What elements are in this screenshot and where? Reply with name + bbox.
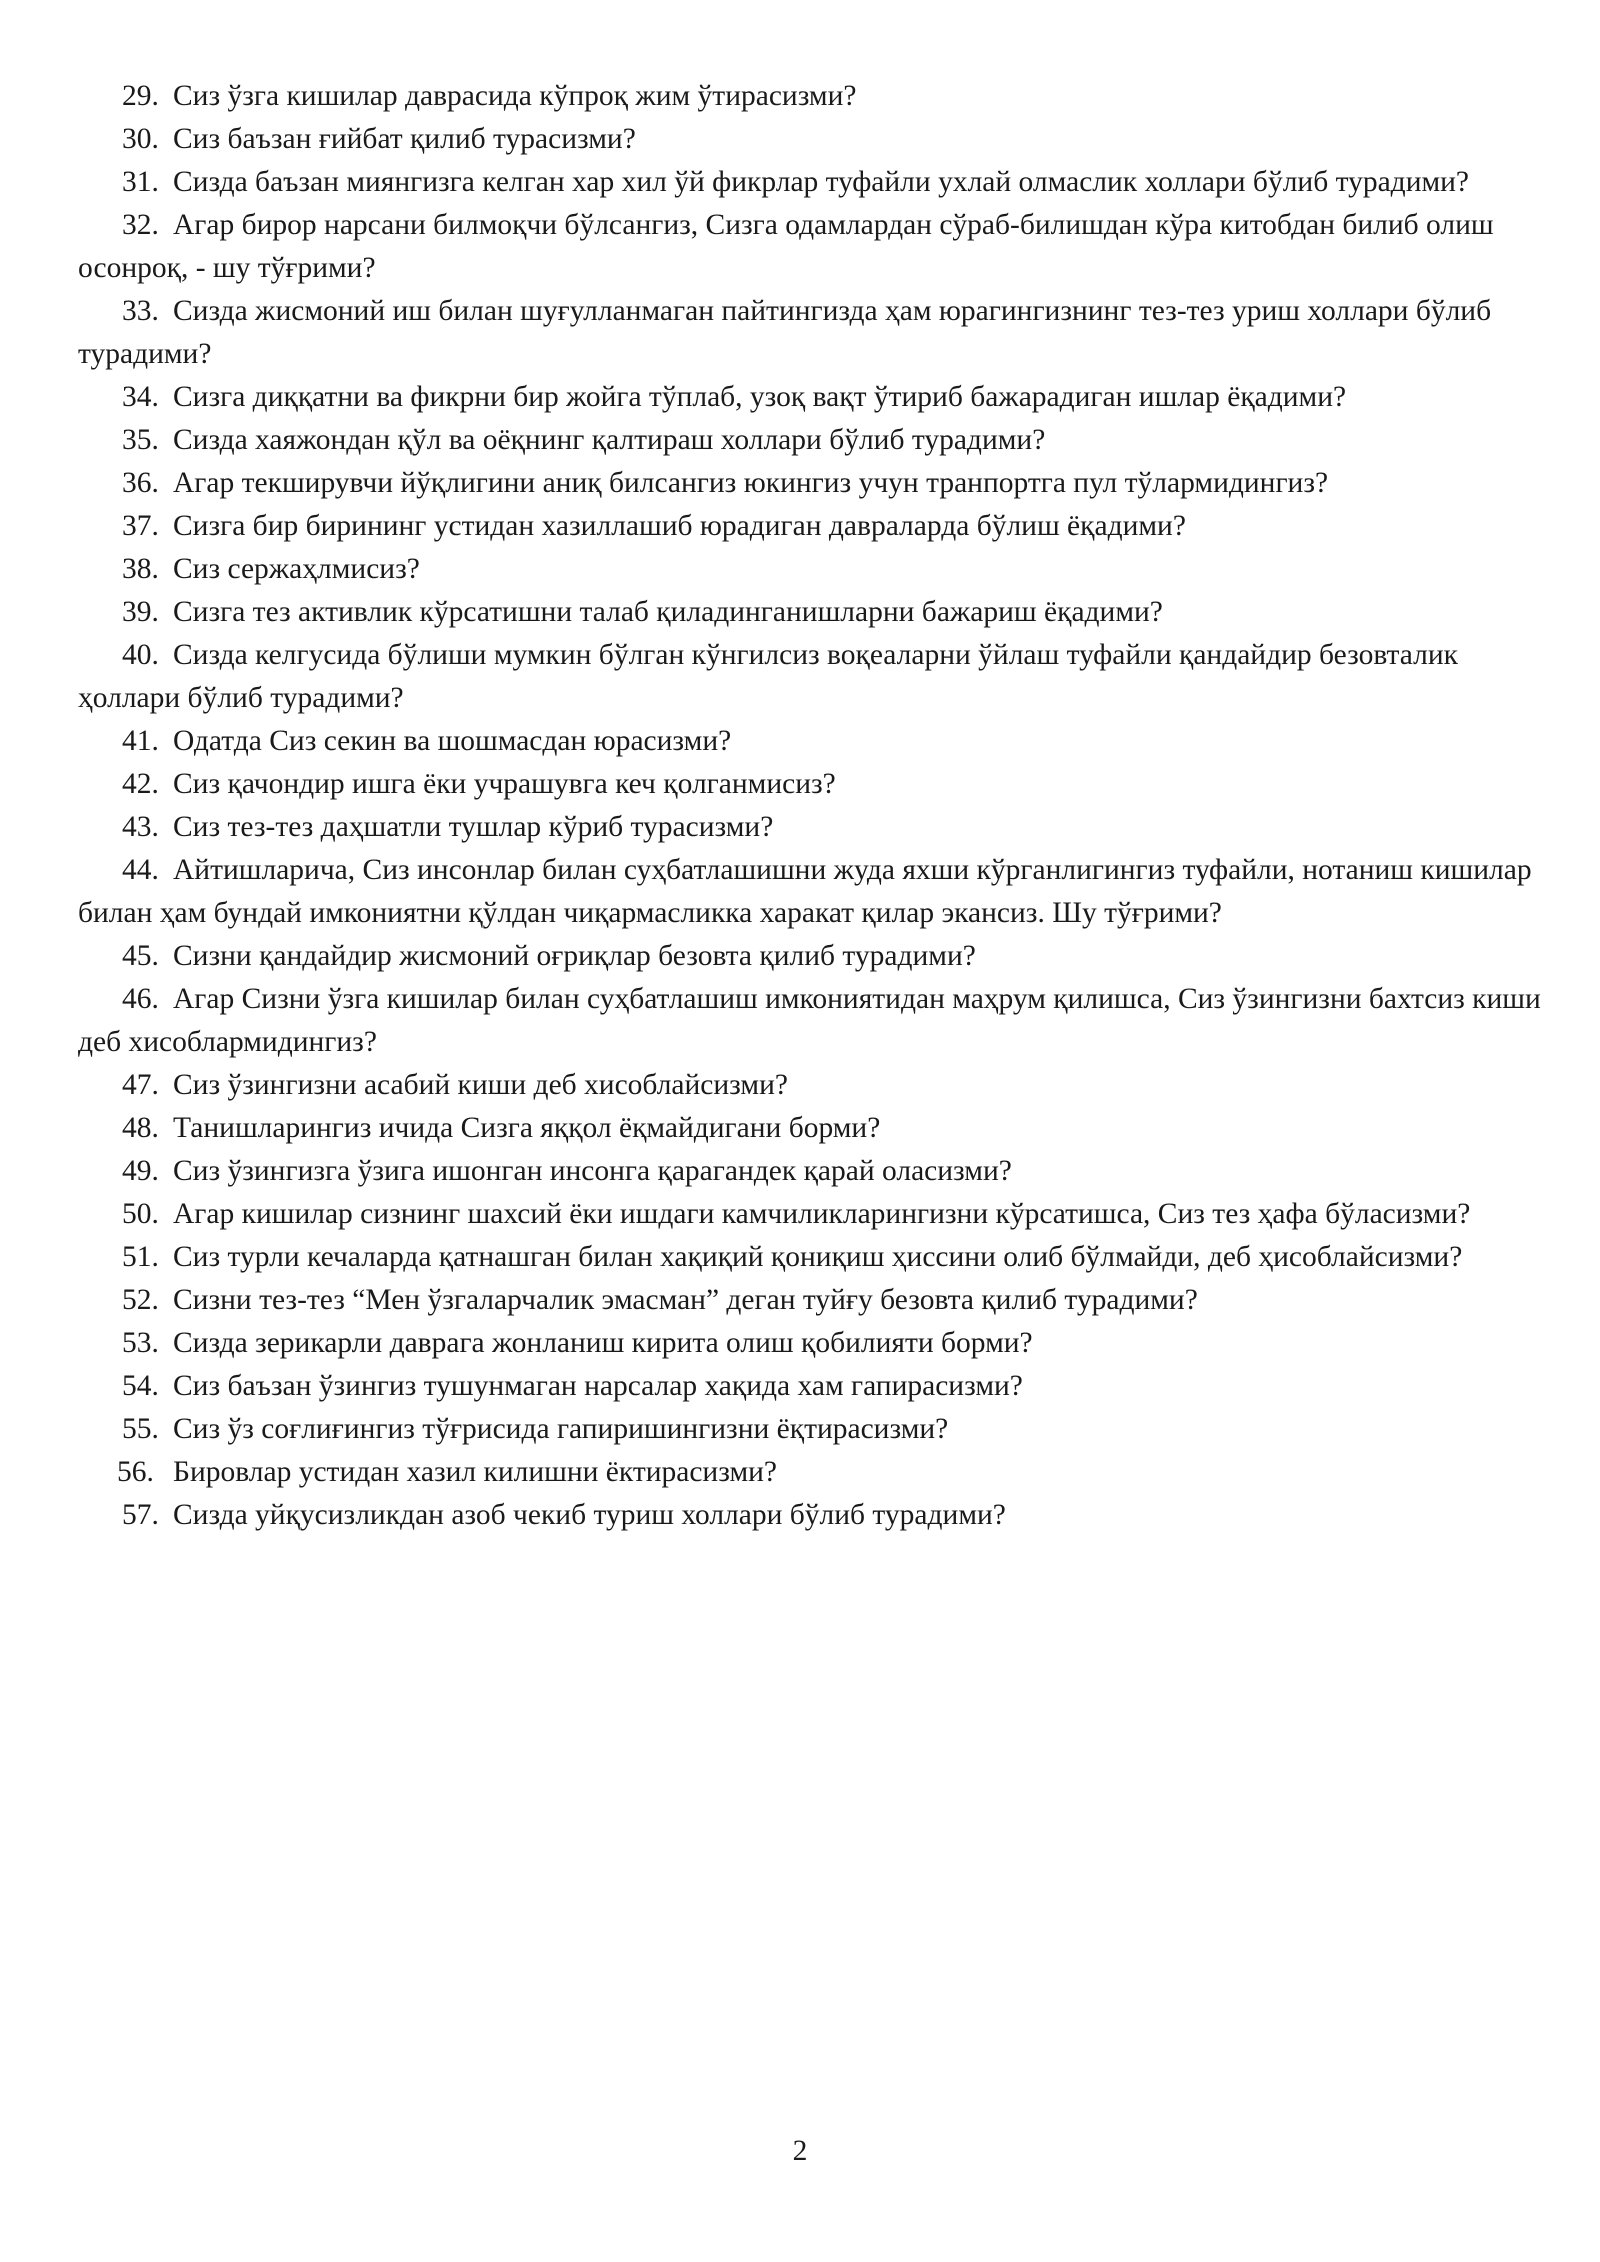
question-text: Сиз баъзан ўзингиз тушунмаган нарсалар хақида хам гапирасизми? — [173, 1370, 1023, 1402]
question-number: 30. — [122, 123, 159, 155]
question-text: Агар Сизни ўзга кишилар билан суҳбатлашиш имкониятидан маҳрум қилишса, Сиз ўзингизни бахтсиз киши деб хисоблармидингиз? — [78, 983, 1541, 1058]
question-text: Сизни тез-тез “Мен ўзгаларчалик эмасман” деган туйғу безовта қилиб турадими? — [173, 1284, 1198, 1316]
question-number: 50. — [122, 1198, 159, 1230]
question-number: 32. — [122, 209, 159, 241]
question-39 — [78, 591, 1548, 634]
question-text: Сизда уйқусизликдан азоб чекиб туриш холлари бўлиб турадими? — [173, 1499, 1006, 1531]
question-29 — [78, 75, 1548, 118]
question-number: 39. — [122, 596, 159, 628]
question-35 — [78, 419, 1548, 462]
question-number: 57. — [122, 1499, 159, 1531]
question-30 — [78, 118, 1548, 161]
question-49 — [78, 1150, 1548, 1193]
question-number: 51. — [122, 1241, 159, 1273]
question-text: Сизга бир бирининг устидан хазиллашиб юрадиган давраларда бўлиш ёқадими? — [173, 510, 1186, 542]
question-number: 45. — [122, 940, 159, 972]
question-number: 37. — [122, 510, 159, 542]
question-list — [78, 75, 1548, 1537]
question-number: 47. — [122, 1069, 159, 1101]
question-text: Сизда хаяжондан қўл ва оёқнинг қалтираш холлари бўлиб турадими? — [173, 424, 1046, 456]
question-45 — [78, 935, 1548, 978]
question-53 — [78, 1322, 1548, 1365]
question-text: Сиз баъзан ғийбат қилиб турасизми? — [173, 123, 636, 155]
question-54 — [78, 1365, 1548, 1408]
question-text: Бировлар устидан хазил килишни ёктирасизми? — [173, 1456, 778, 1488]
question-41 — [78, 720, 1548, 763]
question-number: 33. — [122, 295, 159, 327]
question-text: Сизда жисмоний иш билан шуғулланмаган пайтингизда ҳам юрагингизнинг тез-тез уриш холлари бўлиб турадими? — [78, 295, 1492, 370]
question-text: Сизга тез активлик кўрсатишни талаб қиладинганишларни бажариш ёқадими? — [173, 596, 1163, 628]
question-number: 43. — [122, 811, 159, 843]
question-text: Агар бирор нарсани билмоқчи бўлсангиз, Сизга одамлардан сўраб-билишдан кўра китобдан билиб олиш осонроқ, - шу тўғрими? — [78, 209, 1494, 284]
question-text: Танишларингиз ичида Сизга яққол ёқмайдигани борми? — [173, 1112, 881, 1144]
question-number: 42. — [122, 768, 159, 800]
question-55 — [78, 1408, 1548, 1451]
question-37 — [78, 505, 1548, 548]
question-number: 46. — [122, 983, 159, 1015]
question-31 — [78, 161, 1548, 204]
question-36 — [78, 462, 1548, 505]
question-33 — [78, 290, 1548, 376]
question-text: Сизни қандайдир жисмоний оғриқлар безовта қилиб турадими? — [173, 940, 976, 972]
question-43 — [78, 806, 1548, 849]
question-number: 34. — [122, 381, 159, 413]
question-40 — [78, 634, 1548, 720]
question-number: 31. — [122, 166, 159, 198]
question-text: Сиз сержаҳлмисиз? — [173, 553, 420, 585]
question-text: Агар кишилар сизнинг шахсий ёки ишдаги камчиликларингизни кўрсатишса, Сиз тез ҳафа бўласизми? — [173, 1198, 1471, 1230]
question-text: Сиз қачондир ишга ёки учрашувга кеч қолганмисиз? — [173, 768, 836, 800]
question-44 — [78, 849, 1548, 935]
question-number: 56. — [117, 1456, 154, 1488]
question-text: Сиз ўзингизни асабий киши деб хисоблайсизми? — [173, 1069, 788, 1101]
question-47 — [78, 1064, 1548, 1107]
question-text: Сизда келгусида бўлиши мумкин бўлган кўнгилсиз воқеаларни ўйлаш туфайли қандайдир безовталик ҳоллари бўлиб турадими? — [78, 639, 1458, 714]
question-48 — [78, 1107, 1548, 1150]
question-number: 35. — [122, 424, 159, 456]
question-text: Сизга диққатни ва фикрни бир жойга тўплаб, узоқ вақт ўтириб бажарадиган ишлар ёқадими? — [173, 381, 1347, 413]
question-text: Сизда зерикарли даврага жонланиш кирита олиш қобилияти борми? — [173, 1327, 1033, 1359]
question-42 — [78, 763, 1548, 806]
question-46 — [78, 978, 1548, 1064]
question-34 — [78, 376, 1548, 419]
question-text: Айтишларича, Сиз инсонлар билан суҳбатлашишни жуда яхши кўрганлигингиз туфайли, нотаниш кишилар билан ҳам бундай имкониятни қўлдан чиқармасликка харакат қилар экансиз. Шу тўғрими? — [78, 854, 1532, 929]
question-number: 53. — [122, 1327, 159, 1359]
question-57 — [78, 1494, 1548, 1537]
question-32 — [78, 204, 1548, 290]
question-number: 55. — [122, 1413, 159, 1445]
question-number: 29. — [122, 80, 159, 112]
question-number: 40. — [122, 639, 159, 671]
question-38 — [78, 548, 1548, 591]
question-number: 36. — [122, 467, 159, 499]
question-text: Агар текширувчи йўқлигини аниқ билсангиз юкингиз учун транпортга пул тўлармидингиз? — [173, 467, 1329, 499]
question-number: 48. — [122, 1112, 159, 1144]
question-text: Сизда баъзан миянгизга келган хар хил ўй фикрлар туфайли ухлай олмаслик холлари бўлиб турадими? — [173, 166, 1470, 198]
question-text: Сиз ўзингизга ўзига ишонган инсонга қарагандек қарай оласизми? — [173, 1155, 1012, 1187]
question-text: Сиз ўзга кишилар даврасида кўпроқ жим ўтирасизми? — [173, 80, 857, 112]
question-text: Сиз турли кечаларда қатнашган билан хақиқий қониқиш ҳиссини олиб бўлмайди, деб ҳисоблайсизми? — [173, 1241, 1463, 1273]
question-number: 44. — [122, 854, 159, 886]
question-number: 49. — [122, 1155, 159, 1187]
question-text: Сиз тез-тез даҳшатли тушлар кўриб турасизми? — [173, 811, 774, 843]
question-number: 52. — [122, 1284, 159, 1316]
question-56 — [78, 1451, 1548, 1494]
page-number: 2 — [792, 2135, 808, 2167]
question-51 — [78, 1236, 1548, 1279]
question-number: 41. — [122, 725, 159, 757]
question-number: 38. — [122, 553, 159, 585]
question-50 — [78, 1193, 1548, 1236]
question-number: 54. — [122, 1370, 159, 1402]
question-text: Сиз ўз соғлиғингиз тўғрисида гапиришингизни ёқтирасизми? — [173, 1413, 949, 1445]
question-52 — [78, 1279, 1548, 1322]
question-text: Одатда Сиз секин ва шошмасдан юрасизми? — [173, 725, 732, 757]
